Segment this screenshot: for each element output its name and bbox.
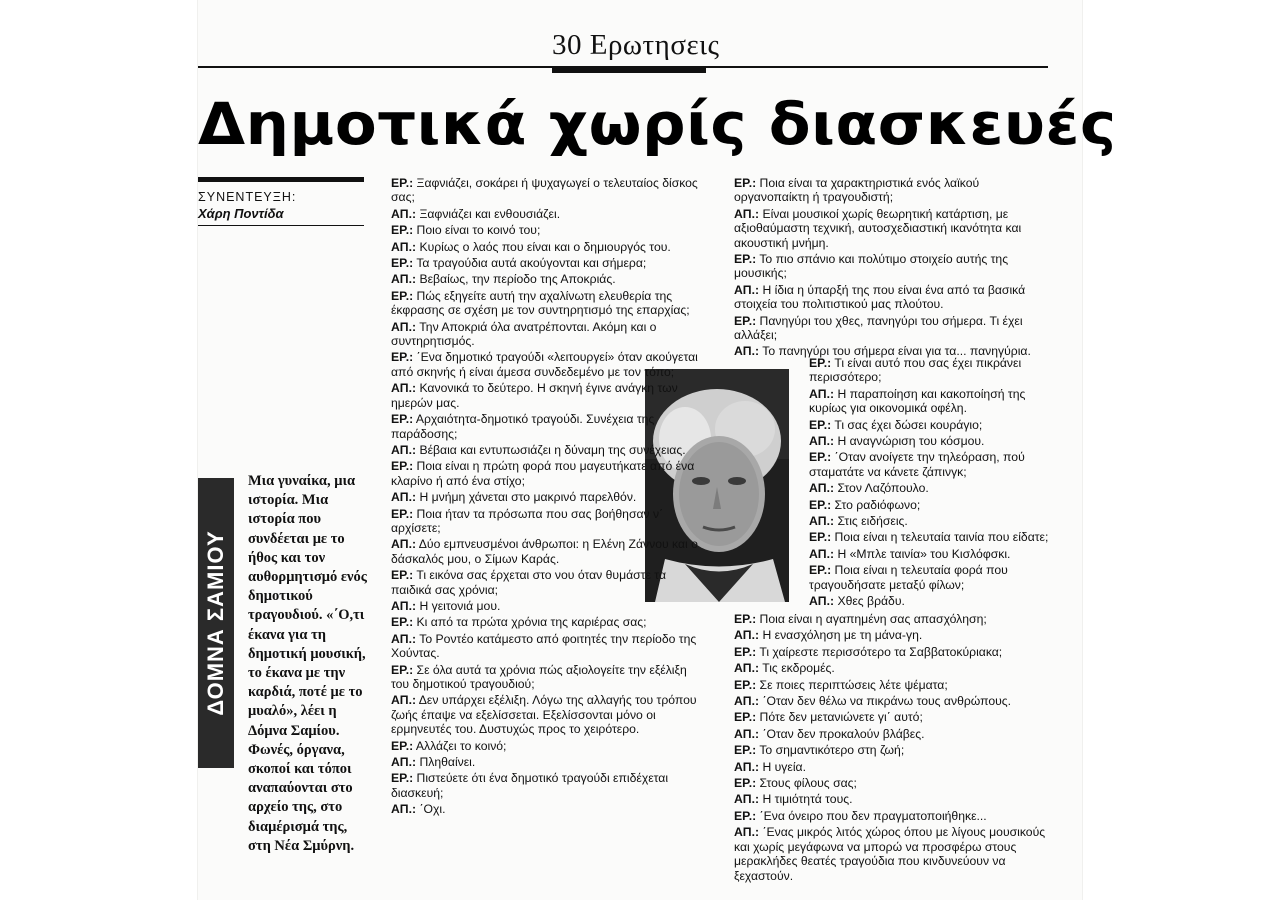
subject-name: ΔΟΜΝΑ ΣΑΜΙΟΥ	[203, 530, 228, 716]
qa-text: Σε όλα αυτά τα χρόνια πώς αξιολογείτε την εξέλιξη του δημοτικού τραγουδιού;	[391, 662, 687, 691]
answer	[734, 661, 1050, 675]
question	[734, 743, 1050, 757]
qa-text: Βεβαίως, την περίοδο της Αποκριάς.	[419, 272, 616, 287]
qa-marker: ΕΡ.:	[734, 644, 757, 659]
qa-text: Τι χαίρεστε περισσότερο τα Σαββατοκύριακα;	[759, 644, 1003, 659]
qa-marker: ΑΠ.:	[734, 759, 760, 774]
answer	[391, 490, 707, 504]
byline-author: Χάρη Ποντίδα	[198, 206, 284, 221]
qa-text: Χθες βράδυ.	[837, 594, 905, 609]
qa-text: Στους φίλους σας;	[759, 776, 857, 791]
question	[734, 176, 1050, 205]
qa-marker: ΕΡ.:	[391, 412, 414, 427]
qa-marker: ΑΠ.:	[391, 319, 417, 334]
question	[391, 256, 707, 270]
question	[391, 615, 707, 629]
qa-text: Ποια είναι η τελευταία φορά που τραγουδήσατε μεταξύ φίλων;	[809, 563, 1008, 592]
qa-marker: ΑΠ.:	[391, 206, 417, 221]
answer	[734, 694, 1050, 708]
question	[391, 176, 707, 205]
qa-text: Η «Μπλε ταινία» του Κισλόφσκι.	[837, 546, 1011, 561]
qa-marker: ΕΡ.:	[809, 417, 832, 432]
question	[734, 612, 1050, 626]
answer	[391, 272, 707, 286]
answer	[734, 283, 1050, 312]
qa-marker: ΕΡ.:	[734, 313, 757, 328]
qa-marker: ΕΡ.:	[391, 771, 414, 786]
qa-marker: ΑΠ.:	[809, 546, 835, 561]
headline: Δημοτικά χωρίς διασκευές	[198, 90, 1117, 158]
qa-marker: ΑΠ.:	[809, 594, 835, 609]
qa-text: Πληθαίνει.	[419, 755, 476, 770]
qa-marker: ΑΠ.:	[391, 272, 417, 287]
qa-marker: ΑΠ.:	[734, 206, 760, 221]
question	[391, 663, 707, 692]
qa-text: Τι σας έχει δώσει κουράγιο;	[834, 417, 983, 432]
question	[734, 809, 1050, 823]
qa-text: Ξαφνιάζει και ενθουσιάζει.	[419, 206, 561, 221]
qa-text: Είναι μουσικοί χωρίς θεωρητική κατάρτιση, με αξιοθαύμαστη τεχνική, αυτοσχεδιαστική ικανότητα και ακουστική μνήμη.	[734, 206, 1022, 250]
qa-text: Η τιμιότητά τους.	[762, 792, 853, 807]
qa-text: Η ίδια η ύπαρξή της που είναι ένα από τα βασικά στοιχεία του πολιτιστικού μας πλούτου.	[734, 282, 1026, 312]
question	[734, 776, 1050, 790]
qa-marker: ΑΠ.:	[391, 239, 417, 254]
answer	[734, 628, 1050, 642]
qa-marker: ΕΡ.:	[391, 256, 414, 271]
qa-text: Αρχαιότητα-δημοτικό τραγούδι. Συνέχεια της παράδοσης;	[391, 412, 655, 441]
qa-marker: ΑΠ.:	[391, 755, 417, 770]
qa-marker: ΕΡ.:	[809, 497, 832, 512]
qa-text: Η μνήμη χάνεται στο μακρινό παρελθόν.	[419, 490, 637, 505]
qa-marker: ΕΡ.:	[809, 530, 832, 545]
qa-marker: ΕΡ.:	[391, 506, 414, 521]
byline-label: ΣΥΝΕΝΤΕΥΞΗ:	[198, 190, 297, 204]
question	[734, 314, 1050, 343]
qa-text: Πώς εξηγείτε αυτή την αχαλίνωτη ελευθερία της έκφρασης σε σχέση με τον συντηρητισμό της επαρχίας;	[391, 288, 690, 318]
question	[391, 568, 707, 597]
qa-text: Ποια είναι η πρώτη φορά που μαγευτήκατε από ένα κλαρίνο ή από ένα στίχο;	[391, 459, 695, 488]
qa-marker: ΕΡ.:	[734, 176, 757, 190]
header-accent-bar	[552, 66, 706, 73]
qa-marker: ΕΡ.:	[734, 743, 757, 758]
qa-text: Δεν υπάρχει εξέλιξη. Λόγω της αλλαγής του τρόπου ζωής έπαψε να εξελίσσεται. Εξελίσσονται μόνο οι ερμηνευτές του. Δυστυχώς προς το χειρότερο.	[391, 693, 697, 737]
qa-text: ΄Ενας μικρός λιτός χώρος όπου με λίγους μουσικούς και χωρίς μεγάφωνα να μπορώ να προσφέρω στους μερακλήδες θεατές τραγούδια που κινδυνεύουν να ξεχαστούν.	[734, 825, 1046, 883]
answer	[809, 387, 1050, 416]
qa-marker: ΕΡ.:	[809, 356, 832, 370]
qa-marker: ΑΠ.:	[391, 537, 417, 552]
answer	[391, 443, 707, 457]
answer	[391, 599, 707, 613]
qa-marker: ΕΡ.:	[391, 223, 414, 238]
interview-column-3-top	[734, 176, 1050, 361]
qa-text: Κανονικά το δεύτερο. Η σκηνή έγινε ανάγκη των ημερών μας.	[391, 381, 678, 410]
qa-marker: ΕΡ.:	[734, 776, 757, 791]
answer	[391, 240, 707, 254]
qa-marker: ΕΡ.:	[391, 176, 414, 190]
qa-marker: ΑΠ.:	[734, 694, 760, 709]
answer	[391, 381, 707, 410]
answer	[734, 207, 1050, 250]
question	[809, 530, 1050, 544]
answer	[391, 320, 707, 349]
qa-marker: ΕΡ.:	[391, 350, 414, 365]
qa-marker: ΕΡ.:	[391, 288, 414, 303]
answer	[391, 207, 707, 221]
question	[809, 450, 1050, 479]
answer	[734, 792, 1050, 806]
qa-marker: ΑΠ.:	[734, 344, 760, 359]
qa-text: Κυρίως ο λαός που είναι και ο δημιουργός του.	[419, 239, 671, 254]
answer	[734, 825, 1050, 883]
answer	[391, 537, 707, 566]
qa-marker: ΕΡ.:	[734, 808, 757, 823]
qa-text: Το πανηγύρι του σήμερα είναι για τα... πανηγύρια.	[762, 344, 1031, 359]
qa-text: ΄Οταν δεν προκαλούν βλάβες.	[762, 726, 925, 741]
qa-text: Ποια είναι η αγαπημένη σας απασχόληση;	[759, 612, 987, 626]
qa-text: Το Ροντέο κατάμεστο από φοιτητές την περίοδο της Χούντας.	[391, 631, 697, 661]
qa-text: Πότε δεν μετανιώνετε γι΄ αυτό;	[759, 710, 923, 725]
question	[734, 645, 1050, 659]
answer	[809, 514, 1050, 528]
qa-text: Πανηγύρι του χθες, πανηγύρι του σήμερα. Τι έχει αλλάξει;	[734, 313, 1023, 343]
answer	[809, 434, 1050, 448]
qa-text: Τι εικόνα σας έρχεται στο νου όταν θυμάστε τα παιδικά σας χρόνια;	[391, 568, 666, 597]
qa-text: Στο ραδιόφωνο;	[834, 497, 921, 512]
qa-text: Η παραποίηση και κακοποίησή της κυρίως για οικονομικά οφέλη.	[809, 386, 1026, 416]
question	[391, 289, 707, 318]
qa-marker: ΑΠ.:	[391, 631, 417, 646]
subject-name-band	[198, 478, 234, 768]
answer	[809, 594, 1050, 608]
qa-text: Δύο εμπνευσμένοι άνθρωποι: η Ελένη Ζάννου και ο δάσκαλός μου, ο Σίμων Καράς.	[391, 537, 698, 566]
interview-column-3-beside-photo	[809, 356, 1050, 611]
question	[391, 739, 707, 753]
question	[734, 678, 1050, 692]
qa-text: Ξαφνιάζει, σοκάρει ή ψυχαγωγεί ο τελευταίος δίσκος σας;	[391, 176, 698, 205]
qa-marker: ΕΡ.:	[809, 450, 832, 465]
qa-marker: ΕΡ.:	[391, 738, 414, 753]
question	[391, 459, 707, 488]
intro-paragraph: Μια γυναίκα, μια ιστορία. Μια ιστορία που συνδέεται με το ήθος και τον αυθορμητισμό ενός δημοτικού τραγουδιού. «΄Ο,τι έκανα για τη δημοτική μουσική, το έκανα με την καρδιά, ποτέ με το μυαλό», λέει η Δόμνα Σαμίου. Φωνές, όργανα, σκοποί και τόποι αναπαύονται στο αρχείο της, στο διαμέρισμά της, στη Νέα Σμύρνη.	[248, 473, 367, 854]
qa-marker: ΑΠ.:	[391, 693, 417, 708]
qa-marker: ΑΠ.:	[391, 802, 417, 817]
qa-text: Η αναγνώριση του κόσμου.	[837, 434, 985, 449]
qa-marker: ΕΡ.:	[734, 612, 757, 626]
qa-text: Στον Λαζόπουλο.	[837, 481, 929, 496]
question	[734, 710, 1050, 724]
qa-text: ΄Ενα όνειρο που δεν πραγματοποιήθηκε...	[759, 808, 987, 823]
qa-text: Το πιο σπάνιο και πολύτιμο στοιχείο αυτής της μουσικής;	[734, 252, 1009, 281]
answer	[391, 632, 707, 661]
qa-text: Η γειτονιά μου.	[419, 598, 501, 613]
qa-marker: ΑΠ.:	[391, 598, 417, 613]
question	[809, 563, 1050, 592]
answer	[809, 547, 1050, 561]
interview-column-3-bottom	[734, 612, 1050, 885]
qa-marker: ΑΠ.:	[734, 726, 760, 741]
question	[391, 507, 707, 536]
qa-text: Η ενασχόληση με τη μάνα-γη.	[762, 628, 923, 643]
question	[391, 223, 707, 237]
qa-marker: ΕΡ.:	[391, 662, 414, 677]
answer	[734, 760, 1050, 774]
question	[391, 771, 707, 800]
qa-text: Η υγεία.	[762, 759, 806, 774]
qa-marker: ΑΠ.:	[734, 661, 760, 676]
qa-marker: ΕΡ.:	[391, 568, 414, 583]
qa-text: Σε ποιες περιπτώσεις λέτε ψέματα;	[759, 677, 948, 692]
qa-marker: ΕΡ.:	[734, 252, 757, 267]
qa-text: Βέβαια και εντυπωσιάζει η δύναμη της συνέχειας.	[419, 442, 686, 457]
byline-rule	[198, 177, 364, 182]
question	[809, 418, 1050, 432]
qa-marker: ΑΠ.:	[391, 490, 417, 505]
qa-text: ΄Οταν ανοίγετε την τηλεόραση, πού σταματάτε να κάνετε ζάπινγκ;	[809, 450, 1025, 479]
qa-text: Τα τραγούδια αυτά ακούγονται και σήμερα;	[416, 256, 647, 271]
qa-text: Ποιο είναι το κοινό του;	[416, 223, 541, 238]
qa-marker: ΑΠ.:	[734, 282, 760, 297]
qa-text: Κι από τα πρώτα χρόνια της καριέρας σας;	[416, 615, 647, 630]
byline-divider	[198, 225, 364, 226]
question	[809, 498, 1050, 512]
question	[734, 252, 1050, 281]
qa-text: Ποια είναι τα χαρακτηριστικά ενός λαϊκού οργανοπαίκτη ή τραγουδιστή;	[734, 176, 980, 205]
answer	[809, 481, 1050, 495]
qa-marker: ΑΠ.:	[809, 514, 835, 529]
answer	[391, 802, 707, 816]
qa-text: Την Αποκριά όλα ανατρέπονται. Ακόμη και ο συντηρητισμός.	[391, 319, 657, 349]
qa-marker: ΑΠ.:	[734, 628, 760, 643]
qa-marker: ΕΡ.:	[391, 615, 414, 630]
qa-marker: ΕΡ.:	[734, 677, 757, 692]
question	[391, 350, 707, 379]
qa-marker: ΑΠ.:	[809, 481, 835, 496]
qa-marker: ΑΠ.:	[734, 825, 760, 840]
qa-text: Ποια είναι η τελευταία ταινία που είδατε;	[834, 530, 1049, 545]
qa-marker: ΕΡ.:	[809, 563, 832, 578]
qa-text: Πιστεύετε ότι ένα δημοτικό τραγούδι επιδέχεται διασκευή;	[391, 771, 669, 800]
qa-text: Το σημαντικότερο στη ζωή;	[759, 743, 905, 758]
qa-marker: ΕΡ.:	[734, 710, 757, 725]
qa-text: ΄Οταν δεν θέλω να πικράνω τους ανθρώπους.	[762, 694, 1012, 709]
answer	[391, 755, 707, 769]
interview-column-1	[391, 176, 707, 819]
qa-text: Αλλάζει το κοινό;	[415, 738, 507, 753]
qa-marker: ΑΠ.:	[391, 381, 417, 396]
qa-marker: ΑΠ.:	[809, 386, 835, 401]
qa-text: Ποια ήταν τα πρόσωπα που σας βοήθησαν ν΄ αρχίσετε;	[391, 506, 664, 535]
answer	[734, 727, 1050, 741]
qa-text: Τι είναι αυτό που σας έχει πικράνει περισσότερο;	[809, 356, 1022, 385]
qa-text: Στις ειδήσεις.	[837, 514, 908, 529]
qa-marker: ΕΡ.:	[391, 459, 414, 474]
question	[391, 412, 707, 441]
qa-text: ΄Ενα δημοτικό τραγούδι «λειτουργεί» όταν ακούγεται από σκηνής ή είναι άμεσα συνδεδεμένο με τον τόπο;	[391, 350, 698, 379]
qa-text: Τις εκδρομές.	[762, 661, 835, 676]
section-header: 30 Ερωτησεις	[552, 29, 720, 61]
qa-marker: ΑΠ.:	[734, 792, 760, 807]
qa-marker: ΑΠ.:	[809, 434, 835, 449]
qa-text: ΄Οχι.	[419, 802, 446, 817]
qa-marker: ΑΠ.:	[391, 442, 417, 457]
question	[809, 356, 1050, 385]
answer	[391, 693, 707, 736]
